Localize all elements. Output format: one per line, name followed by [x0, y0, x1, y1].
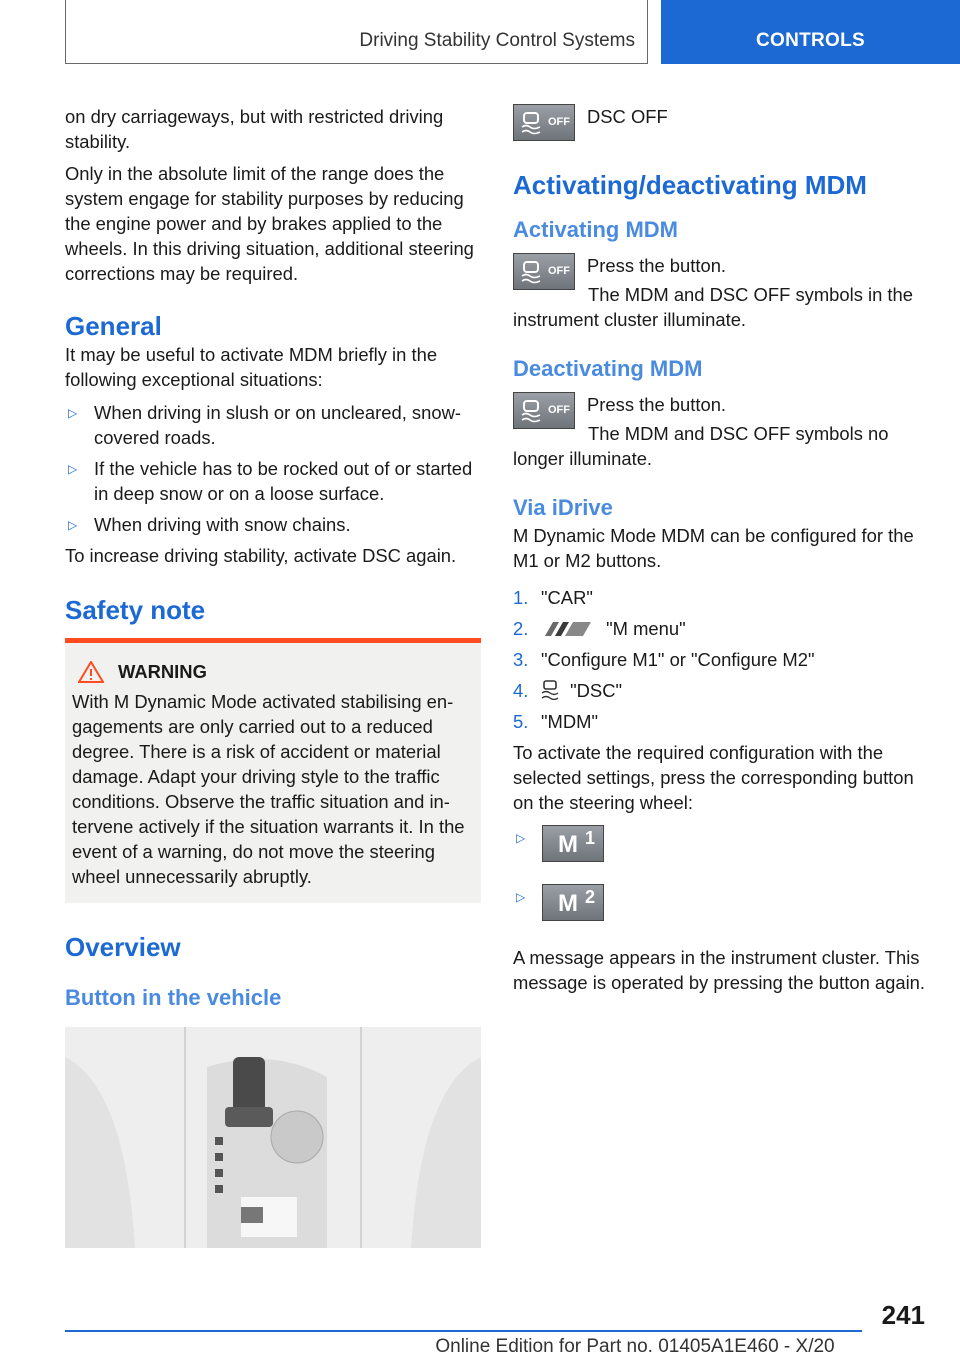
- header-chapter-tab[interactable]: [661, 0, 960, 64]
- idrive-subheading: Via iDrive: [513, 495, 613, 520]
- triangle-bullet-icon: ▷: [68, 518, 78, 532]
- activate-step: Press the button.: [587, 255, 727, 276]
- dsc-off-button-icon: OFF: [513, 253, 575, 290]
- list-item: ▷ When driving in slush or on uncleared, snow-covered roads.: [68, 402, 461, 448]
- triangle-bullet-icon: ▷: [516, 831, 526, 845]
- button-heading: Button in the vehicle: [65, 985, 282, 1010]
- edition-text: Online Edition for Part no. 01405A1E460 - X/20: [435, 1336, 835, 1357]
- dsc-off-button-icon: OFF: [513, 392, 575, 429]
- dsc-off-label: DSC OFF: [587, 106, 668, 127]
- activating-heading: Activating/deactivating MDM: [513, 170, 867, 200]
- after-bullets-text: To increase driving stability, activate DSC again.: [65, 545, 457, 566]
- activate-result: The MDM and DSC OFF symbols in the instrument cluster illuminate.: [513, 284, 913, 330]
- list-item: [513, 884, 929, 927]
- dsc-off-button-icon: OFF: [513, 104, 575, 141]
- deactivate-subheading: Deactivating MDM: [513, 356, 703, 381]
- intro-paragraph-1: on dry carriageways, but with restricted driving stability.: [65, 106, 444, 152]
- warning-title: WARNING: [118, 661, 207, 682]
- warning-title-row: [72, 661, 473, 683]
- list-item: 3. "Configure M1" or "Configure M2": [513, 649, 815, 670]
- footer-divider: [65, 1330, 862, 1332]
- list-item: 2. "M menu": [513, 618, 686, 639]
- triangle-bullet-icon: ▷: [68, 462, 78, 476]
- deactivate-result: The MDM and DSC OFF symbols no longer illuminate.: [513, 423, 889, 469]
- dsc-car-icon: [541, 680, 559, 700]
- triangle-bullet-icon: ▷: [68, 406, 78, 420]
- m1-button-icon: M 1: [542, 825, 604, 862]
- config-text: To activate the required configuration with the selected settings, press the corresponding button on the steering wheel:: [513, 742, 914, 813]
- header-section-box: [65, 0, 648, 64]
- general-text: It may be useful to activate MDM briefly in the following exceptional situations:: [65, 344, 438, 390]
- page-number: 241: [881, 1300, 925, 1330]
- triangle-bullet-icon: ▷: [516, 890, 526, 904]
- idrive-text: M Dynamic Mode MDM can be configured for the M1 or M2 buttons.: [513, 525, 914, 571]
- safety-heading: Safety note: [65, 595, 206, 625]
- warning-triangle-icon: [78, 661, 104, 683]
- overview-heading: Overview: [65, 932, 181, 962]
- general-heading: General: [65, 311, 162, 341]
- activate-subheading: Activating MDM: [513, 217, 678, 242]
- list-item: 1. "CAR": [513, 587, 593, 608]
- right-column: [513, 104, 929, 1002]
- list-item: ▷ When driving with snow chains.: [65, 512, 481, 537]
- warning-box: [65, 638, 481, 903]
- list-item: 5. "MDM": [513, 711, 598, 732]
- vehicle-console-photo: [65, 1027, 481, 1248]
- warning-text: With M Dynamic Mode activated stabilising engagements are only carried out to a reduced degree. There is a risk of accident or material damage. Adapt your driving style to the traffic conditions. Observe the traffic situation and intervene actively if the situation warrants it. In the event of a warning, do not move the steering wheel unnecessarily abruptly.: [72, 691, 465, 887]
- m-menu-icon: [541, 621, 595, 637]
- list-item: 4. "DSC": [513, 680, 623, 701]
- list-item: ▷ If the vehicle has to be rocked out of or started in deep snow or on a loose surface.: [68, 458, 473, 504]
- chapter-title: CONTROLS: [755, 30, 865, 51]
- section-title: Driving Stability Control Systems: [359, 30, 635, 51]
- intro-paragraph-2: Only in the absolute limit of the range does the system engage for stability purposes by reducing the engine power and by brakes applied to the wheels. In this driving situation, additional steering corrections may be required.: [65, 163, 474, 284]
- closing-text: A message appears in the instrument cluster. This message is operated by pressing the button again.: [513, 947, 926, 993]
- left-column: [65, 104, 481, 1248]
- list-item: [513, 825, 929, 868]
- dsc-off-row: [513, 104, 929, 141]
- m2-button-icon: M 2: [542, 884, 604, 921]
- deactivate-step: Press the button.: [587, 394, 727, 415]
